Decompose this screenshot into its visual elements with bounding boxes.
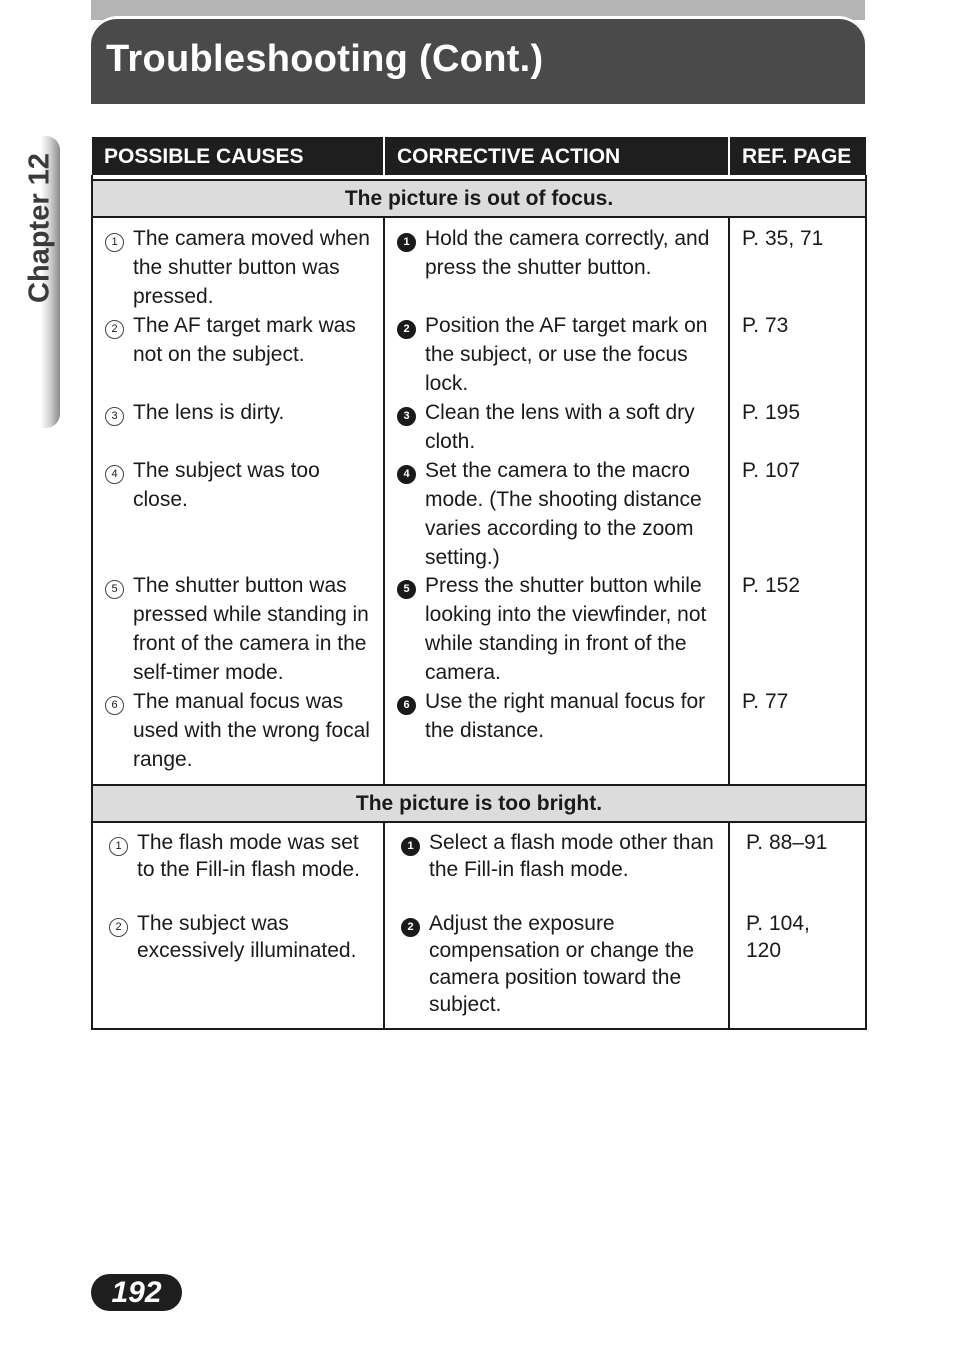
circled-number-icon: 1 [105,233,124,252]
header-possible-causes: POSSIBLE CAUSES [92,137,384,175]
ref-page: P. 107 [742,459,801,482]
causes-cell [92,217,384,785]
causes-cell [92,822,384,1029]
ref-page: P. 104, 120 [746,912,810,962]
section-heading: The picture is out of focus. [92,180,866,217]
page-title: Troubleshooting (Cont.) [106,38,544,80]
cause-item: 5 The shutter button was pressed while standing in front of the camera in the self-timer mode. [105,571,373,687]
circled-number-icon: 2 [105,320,124,339]
cause-item: 1 The flash mode was set to the Fill-in flash mode. [109,829,373,910]
filled-number-icon: 6 [397,696,416,715]
circled-number-icon: 1 [109,837,128,856]
ref-page: P. 195 [742,401,801,424]
page-number-badge: 192 [91,1274,182,1311]
filled-number-icon: 2 [397,320,416,339]
action-item: 6 Use the right manual focus for the distance. [397,687,718,745]
action-item: 4 Set the camera to the macro mode. (The shooting distance varies according to the zoom setting.) [397,456,718,571]
cause-item: 1 The camera moved when the shutter button was pressed. [105,224,373,311]
ref-page: P. 77 [742,690,789,713]
filled-number-icon: 1 [397,233,416,252]
filled-number-icon: 4 [397,465,416,484]
actions-cell [384,217,729,785]
circled-number-icon: 5 [105,580,124,599]
action-item: 2 Position the AF target mark on the subject, or use the focus lock. [397,311,718,398]
header-ref-page: REF. PAGE [729,137,866,175]
header-corrective-action: CORRECTIVE ACTION [384,137,729,175]
ref-page: P. 152 [742,574,801,597]
action-item: 5 Press the shutter button while looking into the viewfinder, not while standing in front of the camera. [397,571,718,687]
troubleshooting-table [91,137,867,1030]
action-item: 3 Clean the lens with a soft dry cloth. [397,398,718,456]
circled-number-icon: 3 [105,407,124,426]
ref-page: P. 35, 71 [742,227,824,250]
circled-number-icon: 6 [105,696,124,715]
cause-item: 4 The subject was too close. [105,456,373,571]
filled-number-icon: 5 [397,580,416,599]
filled-number-icon: 2 [401,918,420,937]
filled-number-icon: 3 [397,407,416,426]
actions-cell [384,822,729,1029]
section-heading: The picture is too bright. [92,785,866,822]
circled-number-icon: 4 [105,465,124,484]
chapter-label: Chapter 12 [23,153,56,303]
cause-item: 3 The lens is dirty. [105,398,373,456]
action-item: 2 Adjust the exposure compensation or change the camera position toward the subject. [401,910,718,1018]
cause-item: 2 The subject was excessively illuminated. [109,910,373,964]
ref-cell [729,822,866,1029]
section-heading-row [92,785,866,822]
circled-number-icon: 2 [109,918,128,937]
table-row [92,217,866,785]
action-item: 1 Select a flash mode other than the Fill-in flash mode. [401,829,718,910]
ref-cell [729,217,866,785]
cause-item: 2 The AF target mark was not on the subject. [105,311,373,398]
ref-page: P. 73 [742,314,789,337]
ref-page: P. 88–91 [746,831,828,854]
section-heading-row [92,180,866,217]
table-header-row [92,137,866,175]
title-bar [91,16,865,104]
table-row [92,822,866,1029]
cause-item: 6 The manual focus was used with the wrong focal range. [105,687,373,774]
action-item: 1 Hold the camera correctly, and press the shutter button. [397,224,718,311]
filled-number-icon: 1 [401,837,420,856]
